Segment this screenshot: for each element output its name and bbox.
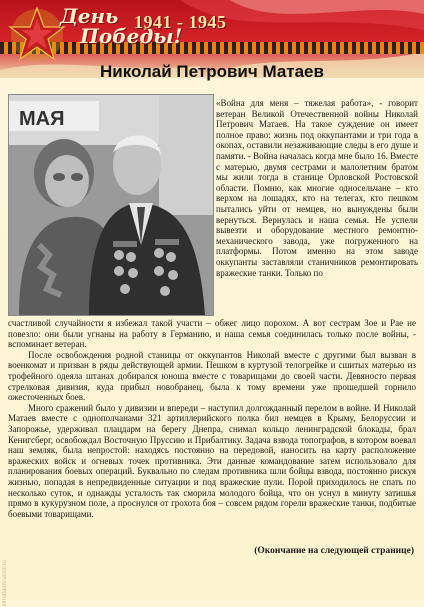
page-title: Николай Петрович Матаев [100,62,324,81]
site-watermark: elmatalov.ucoz.ru [2,560,8,607]
photo-illustration [9,95,213,315]
photo-sign-text: МАЯ [19,108,65,130]
article-paragraph-2: После освобождения родной станицы от оккупантов Николай вместе с другими был вызван в военкомат и призван в ряды действующей армии. Пешком в куртузой телогрейке и сшитых матерью из трофейного одеяла штанах добирался юноша вместе с товарищами до своей части. Девяносто первая стрелковая дивизия, куда прибыл новобранец, была к тому времени уже прошедшей горнило ожесточенных боев. [8,349,416,403]
years-label: 1941 - 1945 [134,12,227,32]
script-line-2: Победы! [80,24,183,48]
article-intro: «Война для меня – тяжелая работа», - говорит ветеран Великой Отечественной войны Николай Петрович Матаев. На такое суждение он имеет полное право: жизнь под оккупантами и три года в окопах, оставили незаживающие следы в его душе и памяти. - Война началась когда мне было 16. Вместе с матерью, двумя сестрами и малолетним братом мы жили тогда в станице Орловской Ростовской области. Помню, как многие односельчане – кто верхом на лошадях, кто на телегах, кто пешком пытались уйти от немцев, но вынуждены были вернуться. Вернулась и наша семья. Не успели вывезти и оборудование местного ремонтно-механического завода, уже погруженного на платформы. Потом именно на этом заводе оккупанты заставляли станичников ремонтировать вражеские танки. Только по [216,98,418,278]
script-line-1: День [60,4,119,28]
article-paragraph-3: Много сражений было у дивизии и впереди – наступил долгожданный перелом в войне. И Николай Матаев вместе с однополчанами 321 артиллерийского полка бил немцев в Крыму, Белоруссии и Запорожье, удерживал плацдарм на берегу Днепра, снимал кольцо ленинградской блокады, брал Кенигсберг, освобождал Восточную Пруссию и Прибалтику. Задача взвода топографов, в котором воевал наш земляк, была непростой: находясь постоянно на передовой, наносить на карту расположение вражеских войск и огневых точек противника. Эти данные командование затем использовало для планирования боевых операций. Буквально по следам противника шли бойцы взвода, постоянно рискуя жизнью, попадая в непредвиденные ситуации и под вражеские пули. Порой приходилось не спать по несколько суток, и однажды усталость так сморила молодого бойца, что он уснул в минуту затишья прямо в кукурузном поле, а проснулся от грохота боя – совсем рядом горели вражеские танки, подбитые боевыми товарищами. [8,402,416,519]
veteran-photo [8,94,214,316]
continued-note: (Окончание на следующей странице) [254,546,414,556]
article-body [8,318,416,519]
article-right-column [216,98,418,278]
article-continuation: счастливой случайности я избежал такой участи – обжег лицо порохом. А вот сестрам Зое и Рае не повезло: они были угнаны на работу в Германию, и наша семья соединилась только после войны, - вспоминает ветеран. [8,318,416,350]
